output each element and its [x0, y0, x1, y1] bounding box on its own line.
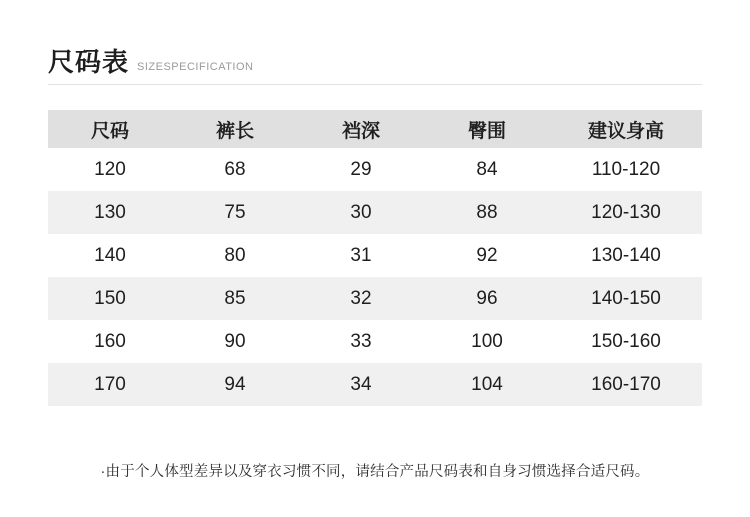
cell-height: 160-170: [550, 363, 702, 406]
column-header-pant-length: 裤长: [172, 110, 298, 148]
cell-hip: 96: [424, 277, 550, 320]
column-header-size: 尺码: [48, 110, 172, 148]
column-header-height: 建议身高: [550, 110, 702, 148]
footer-note: ·由于个人体型差异以及穿衣习惯不同，请结合产品尺码表和自身习惯选择合适尺码。: [100, 464, 650, 480]
cell-height: 130-140: [550, 234, 702, 277]
size-table: [48, 110, 702, 406]
cell-size: 130: [48, 191, 172, 234]
cell-size: 140: [48, 234, 172, 277]
page-subtitle: SIZESPECIFICATION: [137, 61, 254, 73]
table-header: [48, 110, 702, 148]
cell-crotch-depth: 29: [298, 148, 424, 191]
cell-hip: 84: [424, 148, 550, 191]
cell-hip: 92: [424, 234, 550, 277]
cell-pant-length: 80: [172, 234, 298, 277]
page-title: 尺码表: [48, 47, 130, 77]
cell-crotch-depth: 32: [298, 277, 424, 320]
cell-size: 160: [48, 320, 172, 363]
cell-size: 170: [48, 363, 172, 406]
table-row: [48, 191, 702, 234]
cell-height: 120-130: [550, 191, 702, 234]
column-header-hip: 臀围: [424, 110, 550, 148]
cell-height: 140-150: [550, 277, 702, 320]
table-row: [48, 363, 702, 406]
cell-crotch-depth: 30: [298, 191, 424, 234]
table-body: [48, 148, 702, 406]
cell-crotch-depth: 33: [298, 320, 424, 363]
cell-hip: 104: [424, 363, 550, 406]
cell-pant-length: 90: [172, 320, 298, 363]
size-table-container: [48, 110, 702, 406]
table-row: [48, 148, 702, 191]
cell-crotch-depth: 31: [298, 234, 424, 277]
table-row: [48, 234, 702, 277]
cell-pant-length: 85: [172, 277, 298, 320]
table-row: [48, 277, 702, 320]
header-divider: [48, 84, 702, 85]
cell-size: 120: [48, 148, 172, 191]
cell-pant-length: 94: [172, 363, 298, 406]
cell-pant-length: 68: [172, 148, 298, 191]
cell-hip: 88: [424, 191, 550, 234]
cell-size: 150: [48, 277, 172, 320]
column-header-crotch-depth: 裆深: [298, 110, 424, 148]
table-header-row: [48, 110, 702, 148]
page-header: [48, 42, 254, 79]
table-row: [48, 320, 702, 363]
cell-pant-length: 75: [172, 191, 298, 234]
cell-height: 150-160: [550, 320, 702, 363]
cell-hip: 100: [424, 320, 550, 363]
cell-crotch-depth: 34: [298, 363, 424, 406]
cell-height: 110-120: [550, 148, 702, 191]
